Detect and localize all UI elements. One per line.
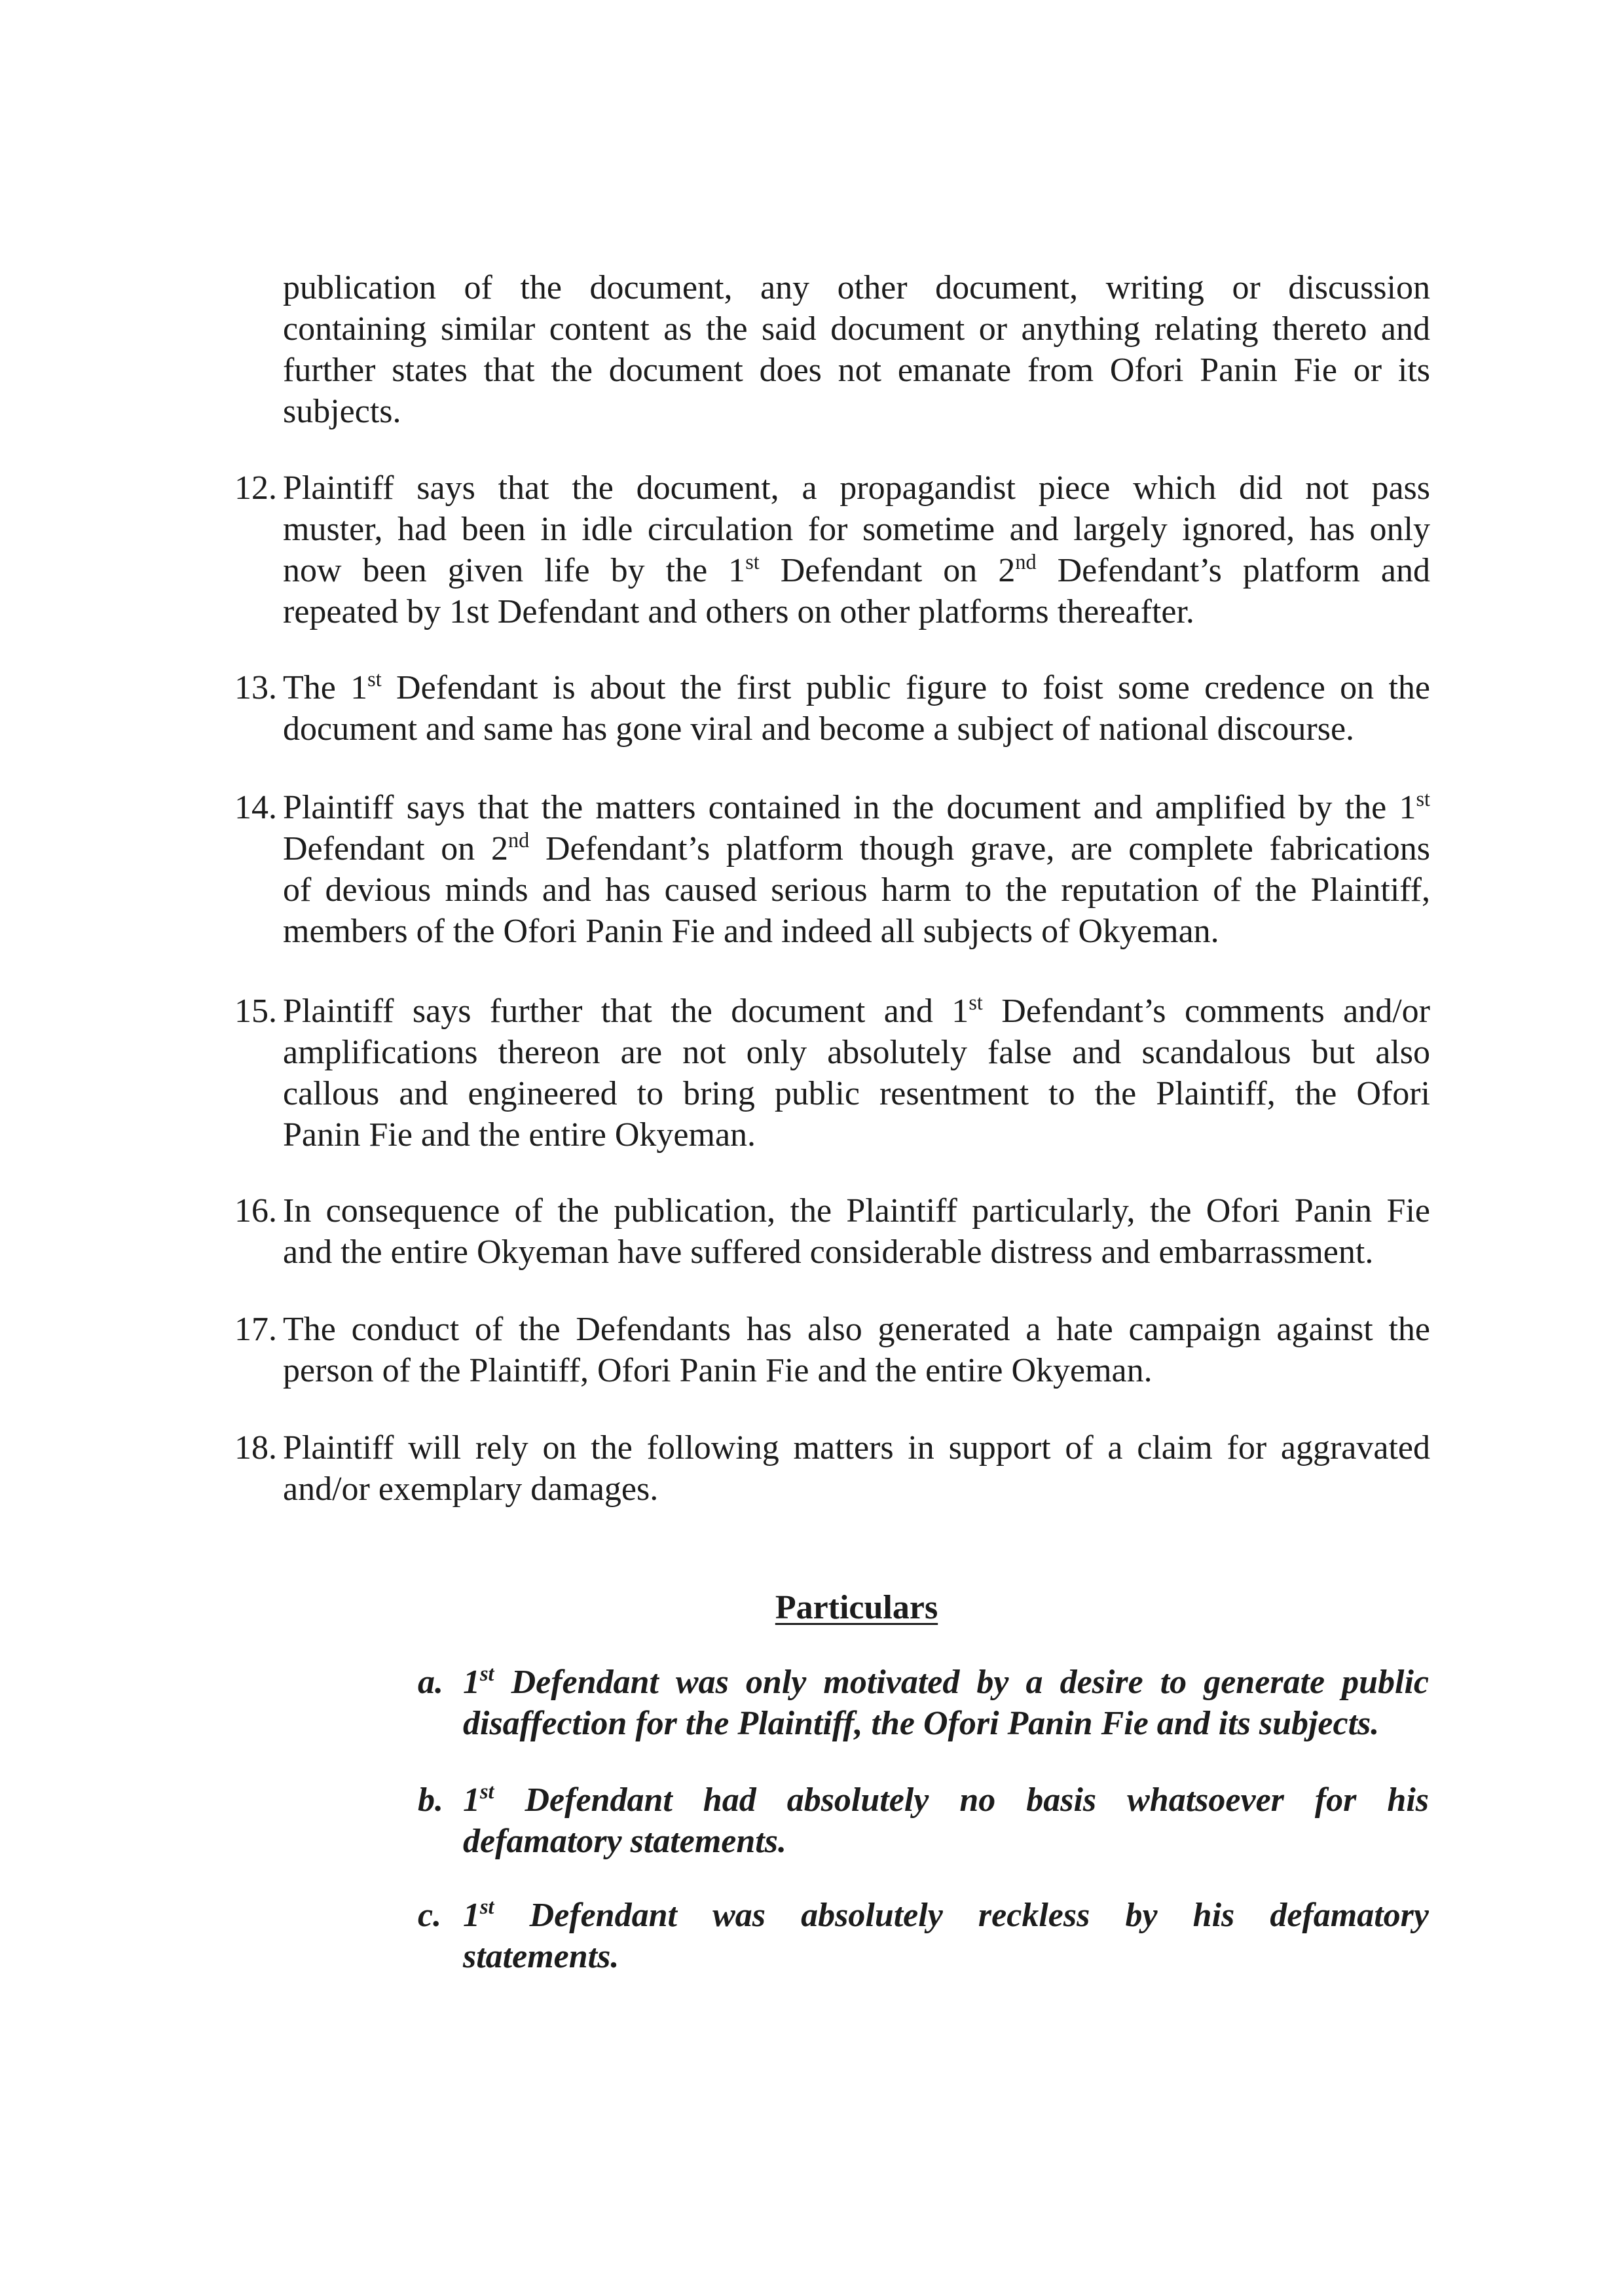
text-run: Defendant is about the first public figure to foist some credence on the [381, 669, 1430, 706]
text-line: Panin Fie and the entire Okyeman. [283, 1116, 756, 1154]
item-letter: a. [418, 1664, 443, 1701]
paragraph-18 [234, 1427, 1430, 1510]
ordinal-superscript: nd [1015, 550, 1037, 574]
text-line [463, 1662, 1429, 1703]
paragraph-number: 18. [234, 1429, 277, 1467]
paragraph-text [283, 1190, 1430, 1273]
text-line: person of the Plaintiff, Ofori Panin Fie and the entire Okyeman. [283, 1352, 1153, 1389]
ordinal-superscript: st [480, 1662, 494, 1686]
text-run: Defendant had absolutely no basis whatsoever for his [494, 1781, 1429, 1819]
particulars-heading-text: Particulars [775, 1589, 938, 1626]
text-line: In consequence of the publication, the Plaintiff particularly, the Ofori Panin Fie [283, 1192, 1430, 1230]
paragraph-number: 16. [234, 1192, 277, 1230]
paragraph-17 [234, 1309, 1430, 1391]
paragraph-16 [234, 1190, 1430, 1273]
text-line [283, 828, 1430, 869]
paragraph-text [283, 267, 1430, 432]
paragraph-text [283, 1309, 1430, 1391]
text-line: muster, had been in idle circulation for sometime and largely ignored, has only [283, 511, 1430, 548]
item-letter: b. [418, 1781, 443, 1819]
text-line [283, 787, 1430, 828]
particulars-item-c [418, 1895, 1429, 1977]
text-line: and the entire Okyeman have suffered considerable distress and embarrassment. [283, 1233, 1374, 1271]
paragraph-11-continuation [283, 267, 1430, 432]
text-line: document and same has gone viral and become a subject of national discourse. [283, 710, 1355, 748]
text-line: Plaintiff says that the document, a propagandist piece which did not pass [283, 469, 1430, 507]
ordinal-superscript: st [745, 550, 760, 574]
item-text [463, 1779, 1429, 1862]
text-line: and/or exemplary damages. [283, 1470, 659, 1508]
text-run: 1 [463, 1781, 480, 1819]
text-line: The conduct of the Defendants has also generated a hate campaign against the [283, 1311, 1430, 1348]
text-run: Defendant’s platform though grave, are complete fabrications [529, 830, 1430, 867]
text-run: 1 [463, 1664, 480, 1701]
paragraph-number: 12. [234, 469, 277, 507]
paragraph-number: 13. [234, 669, 277, 706]
text-run: Defendant’s comments and/or [982, 993, 1431, 1030]
text-run: Defendant’s platform and [1036, 552, 1431, 589]
text-line: repeated by 1st Defendant and others on other platforms thereafter. [283, 593, 1194, 630]
ordinal-superscript: st [969, 991, 983, 1015]
paragraph-13 [234, 667, 1430, 750]
text-run: Defendant on 2 [759, 552, 1016, 589]
paragraph-15 [234, 991, 1431, 1156]
text-line [463, 1895, 1429, 1936]
paragraph-text [283, 467, 1430, 632]
text-run: 1 [463, 1897, 480, 1934]
text-line: Plaintiff will rely on the following matters in support of a claim for aggravated [283, 1429, 1430, 1467]
text-run: Defendant was absolutely reckless by his defamatory [494, 1897, 1429, 1934]
text-line: callous and engineered to bring public resentment to the Plaintiff, the Ofori [283, 1075, 1430, 1112]
text-line: statements. [463, 1938, 619, 1975]
text-line: of devious minds and has caused serious harm to the reputation of the Plaintiff, [283, 871, 1430, 909]
text-line: containing similar content as the said document or anything relating thereto and [283, 310, 1430, 348]
paragraph-text [283, 991, 1430, 1156]
paragraph-number: 17. [234, 1311, 277, 1348]
text-run: Plaintiff says further that the document and 1 [283, 993, 969, 1030]
paragraph-number: 15. [234, 993, 277, 1030]
paragraph-text [283, 787, 1430, 952]
text-line: members of the Ofori Panin Fie and indeed all subjects of Okyeman. [283, 913, 1219, 950]
ordinal-superscript: st [480, 1895, 494, 1919]
text-line: defamatory statements. [463, 1823, 786, 1860]
text-run: Defendant was only motivated by a desire to generate public [494, 1664, 1429, 1701]
paragraph-14 [234, 787, 1430, 952]
paragraph-text [283, 1427, 1430, 1510]
particulars-item-a [418, 1662, 1429, 1744]
ordinal-superscript: st [1416, 787, 1430, 811]
text-line [283, 550, 1430, 591]
text-line: subjects. [283, 393, 401, 430]
particulars-heading [283, 1587, 1430, 1628]
text-line [463, 1779, 1429, 1821]
particulars-item-b [418, 1779, 1429, 1862]
text-line: further states that the document does not emanate from Ofori Panin Fie or its [283, 352, 1430, 389]
item-letter: c. [418, 1897, 442, 1934]
text-line: amplifications thereon are not only absolutely false and scandalous but also [283, 1034, 1430, 1071]
text-line: publication of the document, any other document, writing or discussion [283, 269, 1430, 306]
paragraph-text [283, 667, 1430, 750]
item-text [463, 1895, 1429, 1977]
text-run: Defendant on 2 [283, 830, 508, 867]
paragraph-12 [234, 467, 1431, 632]
text-run: Plaintiff says that the matters contained in the document and amplified by the 1 [283, 789, 1416, 826]
ordinal-superscript: st [367, 667, 382, 691]
paragraph-number: 14. [234, 789, 277, 826]
text-line: disaffection for the Plaintiff, the Ofori Panin Fie and its subjects. [463, 1705, 1380, 1742]
text-line [283, 667, 1430, 708]
text-run: now been given life by the 1 [283, 552, 746, 589]
text-run: The 1 [283, 669, 368, 706]
text-line [283, 991, 1430, 1032]
ordinal-superscript: st [480, 1779, 494, 1804]
ordinal-superscript: nd [508, 828, 530, 852]
item-text [463, 1662, 1429, 1744]
